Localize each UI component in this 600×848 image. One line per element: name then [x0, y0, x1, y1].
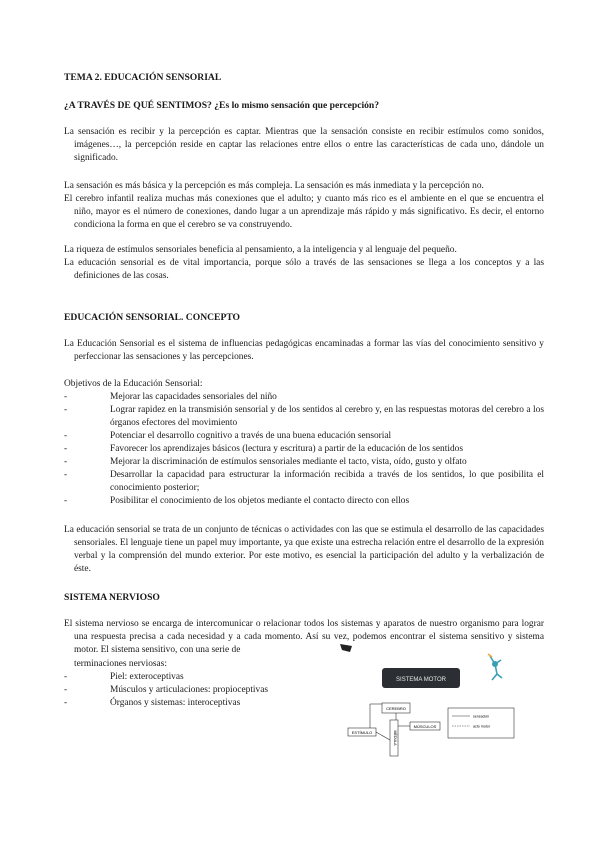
paragraph-text: La educación sensorial se trata de un conjunto de técnicas o actividades con las que se estimula el desarrollo de las capacidades sensoriales. El lenguaje tiene un papel muy importante, ya que existe una estrecha relación entre el desarrollo de la expresión verbal y la comprensión del mundo exterior. Por este motivo, es esencial la participación del adulto y la verbalización de éste.	[64, 525, 544, 574]
paragraph-riqueza	[64, 244, 544, 283]
paragraph-text: El cerebro infantil realiza muchas más conexiones que el adulto; y cuanto más rico es el ambiente en el que se encuentra el niño, mayor es el número de conexiones, dando lugar a un aprendizaje más rápido y más significativo. Es decir, el entorno condiciona la forma en que el cerebro se va construyendo.	[64, 194, 544, 230]
legend-2-text: acto motor	[473, 724, 490, 729]
paragraph-text: La educación sensorial es de vital importancia, porque sólo a través de las sensaciones se llega a los conceptos y a las definiciones de las cosas.	[64, 258, 544, 281]
list-item: - Favorecer los aprendizajes básicos (lectura y escritura) a partir de la educación de los sentidos	[64, 444, 463, 454]
list-item: - Lograr rapidez en la transmisión sensorial y de los sentidos al cerebro y, en las respuestas motoras del cerebro a los órganos efectores del movimiento	[64, 405, 544, 428]
paragraph-text: La Educación Sensorial es el sistema de influencias pedagógicas encaminadas a formar las vías del conocimiento sensitivo y perfeccionar las sensaciones y las percepciones.	[64, 339, 544, 362]
box-estimulo-text: ESTÍMULO	[351, 730, 373, 735]
paragraph-sensacion	[64, 126, 544, 165]
paragraph-text: La sensación es recibir y la percepción es captar. Mientras que la sensación consiste en recibir estímulos como sonidos, imágenes…, la percepción reside en captar las relaciones entre ellos o entre las características de cada uno, dándole un significado.	[64, 127, 544, 163]
paragraph-cerebro	[64, 180, 544, 232]
paragraph-terminaciones: terminaciones nerviosas:	[74, 659, 167, 669]
paragraph-concepto	[64, 338, 544, 364]
list-item: - Órganos y sistemas: interoceptivas	[64, 698, 241, 708]
objetivos-title: Objetivos de la Educación Sensorial:	[64, 379, 203, 389]
list-item: - Posibilitar el conocimiento de los objetos mediante el contacto directo con ellos	[64, 496, 410, 506]
list-item: - Mejorar las capacidades sensoriales del niño	[64, 392, 277, 402]
list-item: - Piel: exteroceptivas	[64, 672, 184, 682]
heading-concepto: EDUCACIÓN SENSORIAL. CONCEPTO	[64, 312, 241, 323]
heading-tema: TEMA 2. EDUCACIÓN SENSORIAL	[64, 72, 222, 83]
box-musculos-text: MÚSCULOS	[413, 724, 437, 729]
list-item: - Potenciar el desarrollo cognitivo a través de una buena educación sensorial	[64, 431, 392, 441]
legend-1-text: sensación	[473, 714, 490, 719]
list-item: - Músculos y articulaciones: propioceptivas	[64, 685, 269, 695]
diagram-banner-text: SISTEMA MOTOR	[396, 677, 446, 683]
figure-icon	[488, 654, 502, 680]
paragraph-text: El sistema nervioso se encarga de intercomunicar o relacionar todos los sistemas y aparatos de nuestro organismo para lograr una respuesta precisa a cada necesidad y a cada momento. Así su vez, podemos encontrar el sistema sensitivo y sistema motor. El sistema sensitivo, con una serie de	[64, 619, 544, 655]
paragraph-tecnicas	[64, 524, 544, 576]
paragraph-text: La riqueza de estímulos sensoriales beneficia al pensamiento, a la inteligencia y al lenguaje del pequeño.	[64, 245, 457, 255]
heading-sistema: SISTEMA NERVIOSO	[64, 592, 160, 603]
box-medula-text: MÉDULA	[393, 730, 397, 746]
nervous-system-diagram	[340, 640, 540, 765]
receptores-list	[64, 671, 334, 710]
objetivos-list	[64, 391, 544, 508]
box-cerebro-text: CEREBRO	[386, 706, 406, 711]
heading-question: ¿A TRAVÉS DE QUÉ SENTIMOS? ¿Es lo mismo sensación que percepción?	[64, 100, 380, 111]
list-item: - Desarrollar la capacidad para estructurar la información recibida a través de los sentidos, lo que posibilita el conocimiento posterior;	[64, 470, 544, 493]
list-item: - Mejorar la discriminación de estímulos sensoriales mediante el tacto, vista, oído, gusto y olfato	[64, 457, 467, 467]
legend-box	[448, 708, 514, 738]
paragraph-text: La sensación es más básica y la percepción es más compleja. La sensación es más inmediata y la percepción no.	[64, 181, 484, 191]
